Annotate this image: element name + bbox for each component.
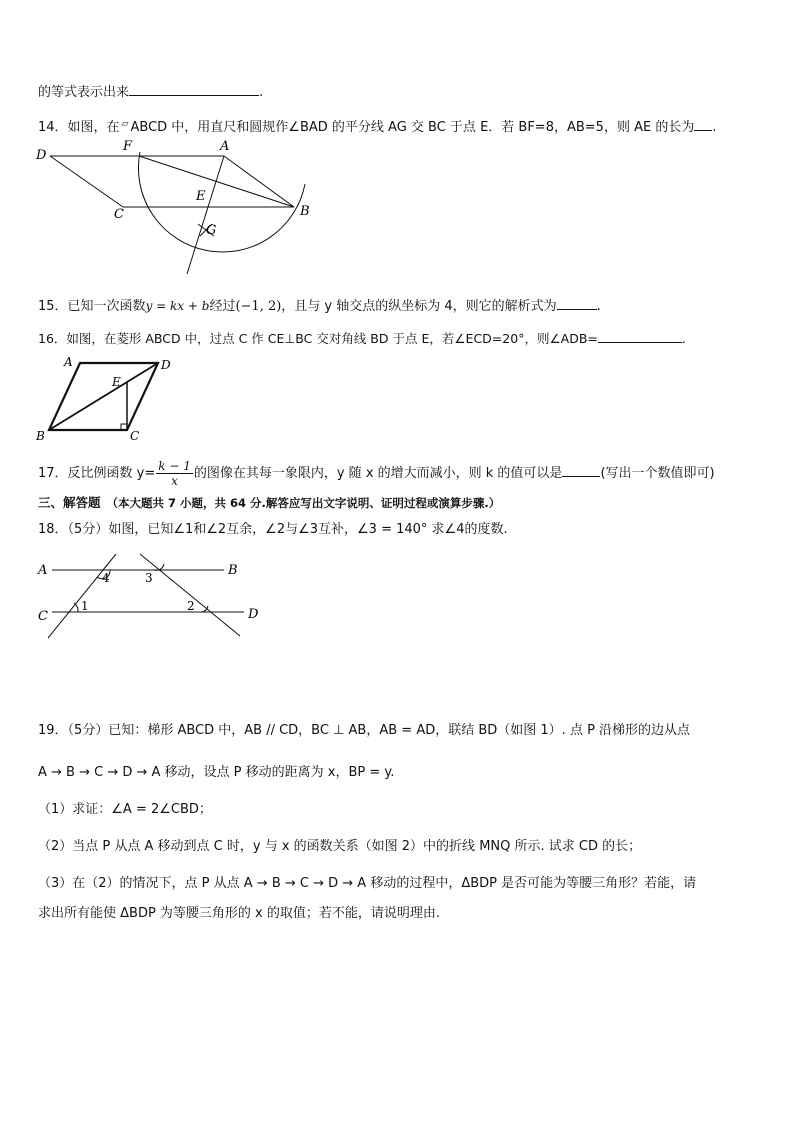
answer-blank[interactable] [562, 463, 600, 477]
label-D: D [161, 358, 171, 372]
question-number: 19． [38, 723, 68, 738]
period: . [712, 120, 717, 135]
answer-blank[interactable] [694, 117, 712, 131]
question-number: 15． [38, 299, 68, 314]
question-text: （5分）已知：梯形 ABCD 中，AB // CD，BC ⊥ AB，AB = AD，联结 BD（如图 1）. 点 P 沿梯形的边从点 [67, 723, 691, 738]
angle-label-1: 1 [81, 599, 89, 613]
question-text: ABCD 中，用直尺和圆规作∠BAD 的平分线 AG 交 BC 于点 E．若 BF=8，AB=5，则 AE 的长为 [130, 120, 695, 135]
question-number: 18． [38, 522, 68, 537]
line-DC [50, 156, 123, 207]
question-text: （2）当点 P 从点 A 移动到点 C 时，y 与 x 的函数关系（如图 2）中的折线 MNQ 所示. 试求 CD 的长； [38, 839, 642, 854]
fraction-numerator: k − 1 [158, 459, 191, 473]
angle-label-2: 2 [187, 599, 195, 613]
figure-q16 [30, 354, 190, 446]
parallelogram-symbol: ▱ [121, 119, 129, 129]
label-E: E [112, 375, 121, 389]
label-G: G [206, 223, 217, 238]
transversal-1 [48, 554, 116, 638]
question-19-part1 [38, 801, 212, 819]
label-C: C [38, 609, 48, 624]
question-text: 的图像在其每一象限内，y 随 x 的增大而减小，则 k 的值可以是 [193, 466, 563, 481]
line-AB [224, 156, 294, 207]
question-text: 如图，在菱形 ABCD 中，过点 C 作 CE⊥BC 交对角线 BD 于点 E，若∠ECD=20°，则∠ADB= [66, 331, 598, 346]
question-18 [38, 521, 508, 539]
question-text: 反比例函数 y= [67, 466, 156, 481]
question-17 [38, 457, 715, 491]
question-text: 如图，在 [67, 120, 120, 135]
label-B: B [228, 563, 238, 578]
prev-text: 的等式表示出来 [38, 85, 130, 100]
question-19 [38, 722, 690, 740]
question-text: （1）求证：∠A = 2∠CBD； [38, 802, 212, 817]
question-19-part3-cont [38, 905, 440, 923]
label-E: E [196, 189, 206, 204]
question-text: 经过 [209, 299, 236, 314]
fraction [156, 459, 193, 488]
question-14 [38, 115, 716, 137]
answer-blank[interactable] [557, 296, 597, 310]
period: . [596, 299, 601, 314]
period: . [681, 331, 686, 346]
section-title: 三、解答题 [38, 495, 101, 510]
angle-label-4: 4 [102, 571, 110, 585]
fraction-denominator: x [171, 474, 178, 488]
answer-blank[interactable] [129, 82, 259, 96]
question-19-part2 [38, 838, 641, 856]
label-A: A [64, 355, 73, 369]
label-B: B [300, 204, 310, 219]
label-C: C [130, 429, 140, 443]
prev-question-tail [38, 82, 263, 102]
answer-blank[interactable] [598, 329, 682, 343]
question-19-part3 [38, 875, 696, 893]
question-number: 14． [38, 120, 68, 135]
question-text: (写出一个数值即可) [600, 466, 715, 481]
angle-label-3: 3 [145, 571, 153, 585]
label-A: A [220, 139, 230, 154]
question-text: 已知一次函数 [67, 299, 146, 314]
figure-q18 [30, 550, 270, 642]
label-F: F [123, 139, 133, 154]
transversal-2 [140, 554, 240, 636]
question-number: 17． [38, 466, 68, 481]
section-note: （本大题共 7 小题，共 64 分.解答应写出文字说明、证明过程或演算步骤.） [106, 496, 501, 510]
label-A: A [38, 563, 48, 578]
formula: y = kx + b [145, 299, 210, 313]
question-text: （5分）如图，已知∠1和∠2互余，∠2与∠3互补，∠3 = 140° 求∠4的度数. [67, 522, 508, 537]
question-15 [38, 296, 601, 316]
period: . [259, 85, 264, 100]
question-text: A → B → C → D → A 移动，设点 P 移动的距离为 x，BP = y. [38, 765, 395, 780]
label-C: C [114, 207, 124, 222]
question-number: 16． [38, 331, 67, 346]
formula: (−1, 2) [235, 299, 282, 314]
label-D: D [36, 148, 47, 163]
label-D: D [248, 607, 259, 622]
question-text: 求出所有能使 ΔBDP 为等腰三角形的 x 的取值；若不能，请说明理由. [38, 906, 441, 921]
label-B: B [36, 429, 45, 443]
question-16 [38, 329, 686, 348]
section-header [38, 494, 500, 512]
question-19-line2 [38, 764, 394, 782]
figure-q14 [30, 138, 320, 280]
question-text: （3）在（2）的情况下，点 P 从点 A → B → C → D → A 移动的过程中，ΔBDP 是否可能为等腰三角形？若能，请 [38, 876, 697, 891]
question-text: ，且与 y 轴交点的纵坐标为 4，则它的解析式为 [281, 299, 557, 314]
